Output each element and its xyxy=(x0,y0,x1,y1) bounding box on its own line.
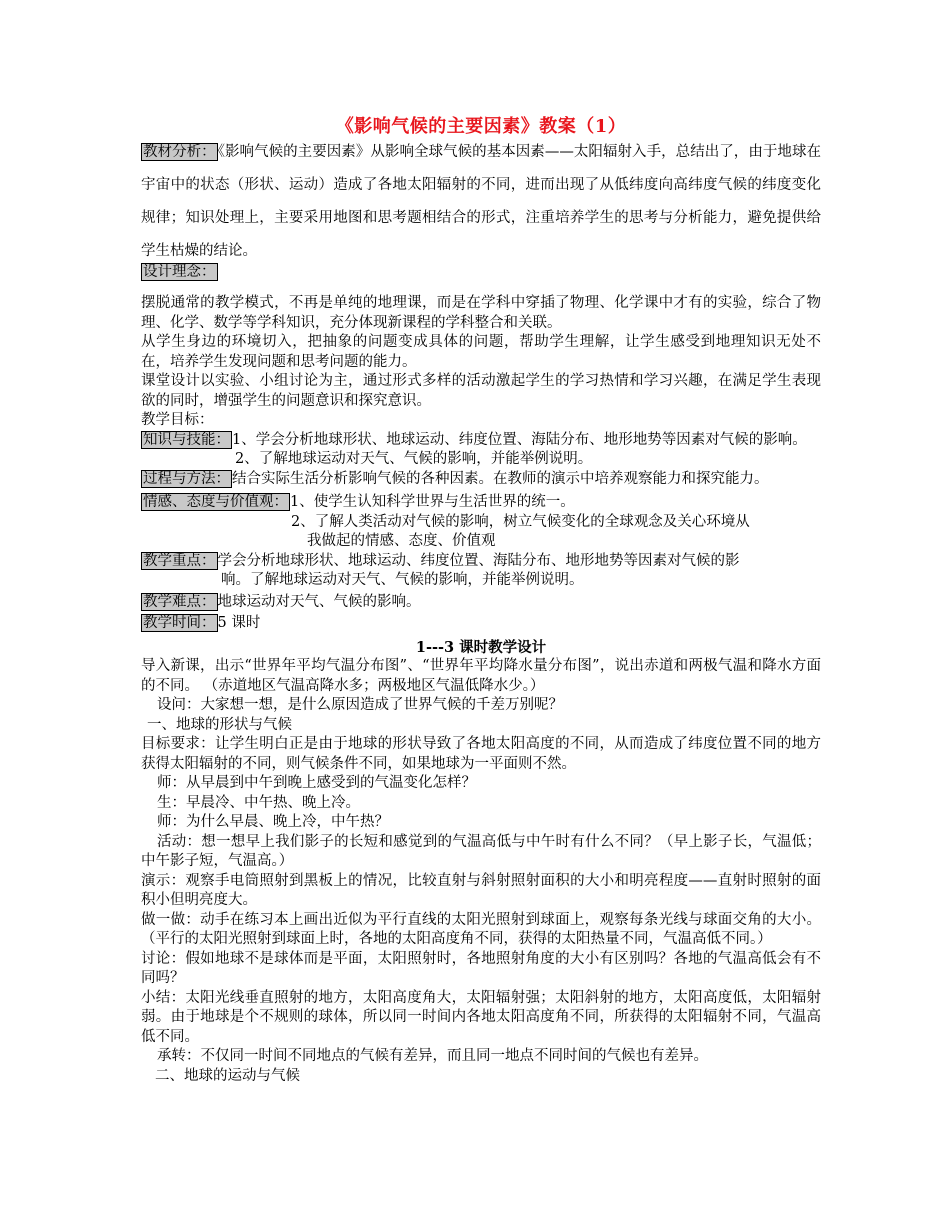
lesson-intro: 导入新课，出示“世界年平均气温分布图”、“世界年平均降水量分布图”，说出赤道和两极气温和降水方面的不同。 （赤道地区气温高降水多；两极地区气温低降水少。） xyxy=(141,658,821,694)
activity-text: 活动：想一想早上我们影子的长短和感觉到的气温高低与中午时有什么不同？（早上影子长，气温低；中午影子短，气温高。） xyxy=(141,833,821,869)
lesson-heading: 1---3 课时教学设计 xyxy=(415,638,547,656)
analysis-label: 教材分析： xyxy=(143,144,216,160)
knowledge-row xyxy=(141,431,821,451)
knowledge-label: 知识与技能： xyxy=(143,431,230,448)
target-requirement: 目标要求：让学生明白正是由于地球的形状导致了各地太阳高度的不同，从而造成了纬度位置不同的地方获得太阳辐射的不同，则气候条件不同，如果地球为一平面则不然。 xyxy=(141,736,821,772)
difficulty-label: 教学难点： xyxy=(143,593,216,610)
demo-text: 演示：观察手电筒照射到黑板上的情况，比较直射与斜射照射面积的大小和明亮程度——直射时照射的面积小但明亮度大。 xyxy=(141,872,821,908)
section-2-heading: 二、地球的运动与气候 xyxy=(155,1067,300,1084)
discuss-text: 讨论：假如地球不是球体而是平面，太阳照射时，各地照射角度的大小有区别吗？各地的气温高低会有不同吗？ xyxy=(141,950,821,986)
emotion-item-1: 1、使学生认知科学世界与生活世界的统一。 xyxy=(290,494,575,510)
emotion-label: 情感、态度与价值观： xyxy=(143,494,288,510)
emotion-row xyxy=(141,493,821,513)
knowledge-item-2: 2、了解地球运动对天气、气候的影响，并能举例说明。 xyxy=(235,451,593,467)
key-line-2: 响。了解地球运动对天气、气候的影响，并能举例说明。 xyxy=(221,572,584,588)
teacher-line-2: 师：为什么早晨、晚上冷，中午热？ xyxy=(157,814,389,830)
transition-text: 承转：不仅同一时间不同地点的气候有差异，而且同一地点不同时间的气候也有差异。 xyxy=(157,1048,708,1064)
goals-heading: 教学目标： xyxy=(141,412,214,428)
time-text: 5 课时 xyxy=(217,615,261,631)
design-paragraph-1: 摆脱通常的教学模式，不再是单纯的地理课，而是在学科中穿插了物理、化学课中才有的实验，综合了物理、化学、数学等学科知识，充分体现新课程的学科整合和关联。 xyxy=(141,295,821,331)
process-row xyxy=(141,470,821,490)
key-row xyxy=(141,552,821,591)
design-section xyxy=(141,294,821,1086)
document-title: 《影响气候的主要因素》教案（1） xyxy=(335,116,627,137)
knowledge-item-1: 1、学会分析地球形状、地球运动、纬度位置、海陆分布、地形地势等因素对气候的影响。 xyxy=(232,431,807,448)
time-row xyxy=(141,614,821,634)
section-1-heading: 一、地球的形状与气候 xyxy=(147,716,292,733)
process-label: 过程与方法： xyxy=(143,470,230,487)
emotion-item-2a: 2、了解人类活动对气候的影响，树立气候变化的全球观念及关心环境从 xyxy=(291,513,750,530)
do-text: 做一做：动手在练习本上画出近似为平行直线的太阳光照射到球面上，观察每条光线与球面交角的大小。（平行的太阳光照射到球面上时，各地的太阳高度角不同，获得的太阳热量不同，气温高低不同。） xyxy=(141,911,821,947)
teacher-line-1: 师：从早晨到中午到晚上感受到的气温变化怎样？ xyxy=(157,775,476,791)
difficulty-row xyxy=(141,593,821,613)
analysis-section xyxy=(141,136,821,268)
summary-text: 小结：太阳光线垂直照射的地方，太阳高度角大，太阳辐射强；太阳斜射的地方，太阳高度低，太阳辐射弱。由于地球是个不规则的球体，所以同一时间内各地太阳高度角不同，所获得的太阳辐射不同，气温高低不同。 xyxy=(141,989,821,1045)
process-text: 结合实际生活分析影响气候的各种因素。在教师的演示中培养观察能力和探究能力。 xyxy=(232,470,769,487)
design-paragraph-3: 课堂设计以实验、小组讨论为主，通过形式多样的活动激起学生的学习热情和学习兴趣，在满足学生表现欲的同时，增强学生的问题意识和探究意识。 xyxy=(141,373,821,409)
key-line-1: 学会分析地球形状、地球运动、纬度位置、海陆分布、地形地势等因素对气候的影 xyxy=(217,552,740,569)
difficulty-text: 地球运动对天气、气候的影响。 xyxy=(217,593,421,610)
time-label: 教学时间： xyxy=(143,615,216,631)
key-label: 教学重点： xyxy=(143,552,216,569)
student-line-1: 生：早晨冷、中午热、晚上冷。 xyxy=(157,794,360,811)
design-paragraph-2: 从学生身边的环境切入，把抽象的问题变成具体的问题，帮助学生理解，让学生感受到地理知识无处不在，培养学生发现问题和思考问题的能力。 xyxy=(141,334,821,370)
emotion-item-2b: 我做起的情感、态度、价值观 xyxy=(307,533,496,549)
lesson-question: 设问：大家想一想，是什么原因造成了世界气候的千差万别呢？ xyxy=(157,697,563,713)
design-label-row xyxy=(141,263,821,283)
analysis-text: 《影响气候的主要因素》从影响全球气候的基本因素——太阳辐射入手，总结出了，由于地球在宇宙中的状态（形状、运动）造成了各地太阳辐射的不同，进而出现了从低纬度向高纬度气候的纬度变化规律；知识处理上，主要采用地图和思考题相结合的形式，注重培养学生的思考与分析能力，避免提供给学生枯燥的结论。 xyxy=(141,144,822,259)
design-label: 设计理念： xyxy=(143,264,216,280)
